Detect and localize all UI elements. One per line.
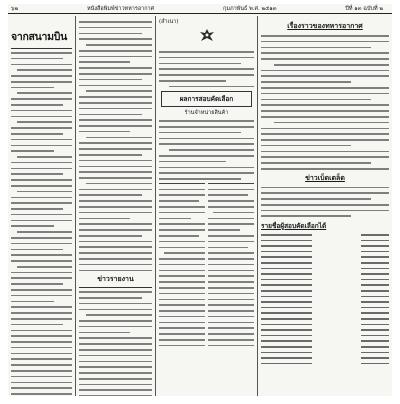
- table-row: [261, 273, 389, 275]
- table-row: [261, 324, 389, 326]
- table-row: [261, 335, 389, 337]
- sub-columns: [159, 183, 254, 347]
- table-row: [261, 318, 389, 320]
- issue-date: กุมภาพันธ์ พ.ศ. ๒๕๑๓: [222, 6, 277, 12]
- table-row: [261, 340, 389, 342]
- column-4: [258, 16, 392, 396]
- page-number: ๖๒: [11, 6, 19, 12]
- results-table: [261, 234, 389, 364]
- table-row: [261, 268, 389, 270]
- announcement-body: [159, 120, 254, 179]
- columns: [8, 16, 392, 396]
- column-2: [76, 16, 156, 396]
- article-body: [261, 35, 389, 170]
- table-row: [261, 357, 389, 359]
- announcement-title: ผลการสอบคัดเลือก: [161, 91, 252, 107]
- sub-column-right: [208, 183, 254, 347]
- table-row: [261, 251, 389, 253]
- table-row: [261, 279, 389, 281]
- table-row: [261, 352, 389, 354]
- table-row: [261, 329, 389, 331]
- table-row: [261, 245, 389, 247]
- table-row: [261, 307, 389, 309]
- column-heading: ข่าวรายงาน: [97, 274, 134, 284]
- table-row: [261, 240, 389, 242]
- column-1: [8, 16, 76, 396]
- table-row: [261, 363, 389, 365]
- table-row: [261, 256, 389, 258]
- table-row: [261, 262, 389, 264]
- divider: [11, 48, 72, 49]
- column-3: [156, 16, 258, 396]
- article-body: [11, 52, 72, 396]
- notice-body: [159, 51, 254, 87]
- paper-name: หนังสือพิมพ์ข่าวทหารอากาศ: [86, 6, 155, 12]
- announcement-subtitle: ร้านจำหน่ายสินค้า: [184, 110, 229, 117]
- divider: [79, 287, 152, 288]
- table-row: [261, 284, 389, 286]
- column-masthead: จากสนามบิน: [11, 31, 67, 43]
- article-body: [79, 291, 152, 396]
- table-heading: รายชื่อผู้สอบคัดเลือกได้: [261, 222, 327, 231]
- table-row: [261, 312, 389, 314]
- newspaper-page: [8, 4, 392, 396]
- page-header: [8, 4, 392, 14]
- article-body: [79, 21, 152, 271]
- sub-column-left: [159, 183, 205, 347]
- section-title: เรื่องราวของทหารอากาศ: [287, 21, 363, 30]
- table-row: [261, 301, 389, 303]
- table-row: [261, 296, 389, 298]
- volume-info: ปีที่ ๑๓ ฉบับที่ ๒: [345, 6, 383, 12]
- table-row: [261, 290, 389, 292]
- table-row: [261, 346, 389, 348]
- garuda-emblem: [196, 26, 218, 48]
- notice-label: (สำเนา): [159, 19, 179, 25]
- article-body: [261, 187, 389, 218]
- section-title: ข่าวเบ็ดเตล็ด: [305, 172, 345, 182]
- table-row: [261, 234, 389, 236]
